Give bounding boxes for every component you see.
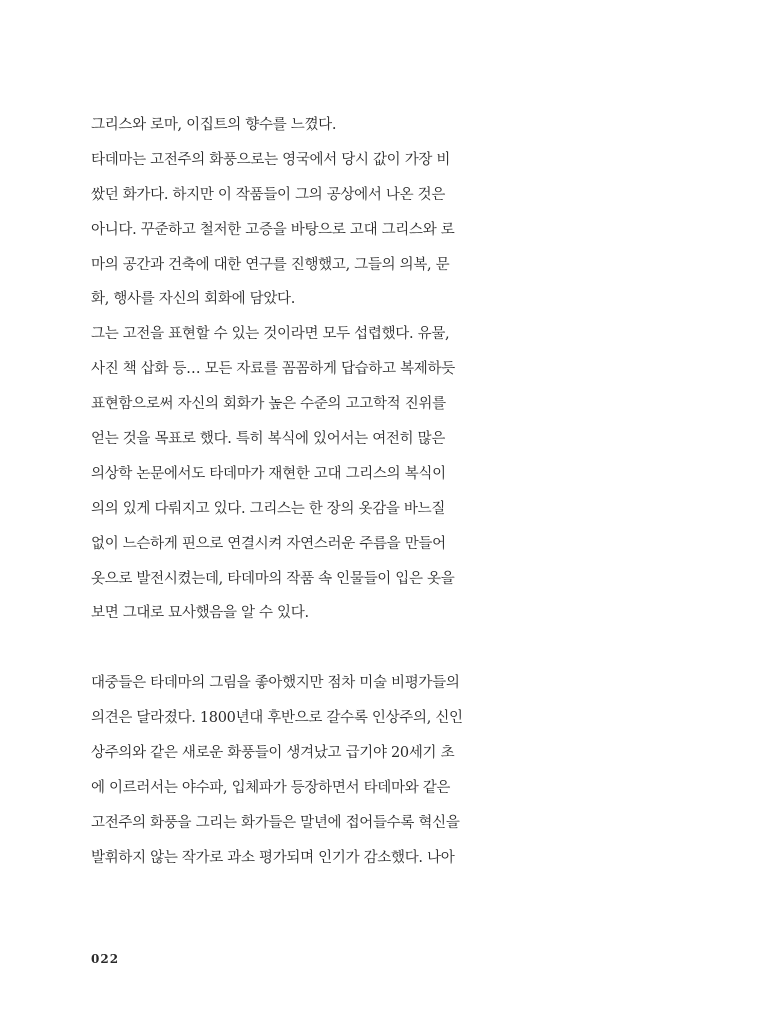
text-line: 발휘하지 않는 작가로 과소 평가되며 인기가 감소했다. 나아 (91, 849, 455, 866)
text-line: 상주의와 같은 새로운 화풍들이 생겨났고 급기야 20세기 초 (91, 745, 455, 762)
text-line: 옷으로 발전시켰는데, 타데마의 작품 속 인물들이 입은 옷을 (91, 570, 455, 587)
text-line: 얻는 것을 목표로 했다. 특히 복식에 있어서는 여전히 많은 (91, 431, 446, 448)
body-text (91, 108, 497, 876)
paragraph-gap (91, 631, 497, 666)
page-number: 022 (91, 952, 120, 966)
text-line: 표현함으로써 자신의 회화가 높은 수준의 고고학적 진위를 (91, 396, 446, 413)
text-line: 아니다. 꾸준하고 철저한 고증을 바탕으로 고대 그리스와 로 (91, 221, 455, 238)
text-line: 쌌던 화가다. 하지만 이 작품들이 그의 공상에서 나온 것은 (91, 186, 446, 203)
text-line: 화, 행사를 자신의 회화에 담았다. (91, 291, 296, 308)
text-line: 마의 공간과 건축에 대한 연구를 진행했고, 그들의 의복, 문 (91, 256, 450, 273)
text-line: 사진 책 삽화 등… 모든 자료를 꼼꼼하게 답습하고 복제하듯 (91, 361, 455, 378)
text-line: 에 이르러서는 야수파, 입체파가 등장하면서 타데마와 같은 (91, 779, 451, 796)
text-line: 의견은 달라졌다. 1800년대 후반으로 갈수록 인상주의, 신인 (91, 710, 463, 727)
text-line: 타데마는 고전주의 화풍으로는 영국에서 당시 값이 가장 비 (91, 151, 451, 168)
text-line: 보면 그대로 묘사했음을 알 수 있다. (91, 605, 309, 622)
text-line: 고전주의 화풍을 그리는 화가들은 말년에 접어들수록 혁신을 (91, 814, 460, 831)
text-line: 그는 고전을 표현할 수 있는 것이라면 모두 섭렵했다. 유물, (91, 326, 450, 343)
text-line: 그리스와 로마, 이집트의 향수를 느꼈다. (91, 117, 337, 133)
text-line: 대중들은 타데마의 그림을 좋아했지만 점차 미술 비평가들의 (91, 675, 460, 692)
text-line: 의의 있게 다뤄지고 있다. 그리스는 한 장의 옷감을 바느질 (91, 500, 446, 517)
text-line: 의상학 논문에서도 타데마가 재현한 고대 그리스의 복식이 (91, 465, 446, 482)
text-line: 없이 느슨하게 핀으로 연결시켜 자연스러운 주름을 만들어 (91, 535, 446, 552)
